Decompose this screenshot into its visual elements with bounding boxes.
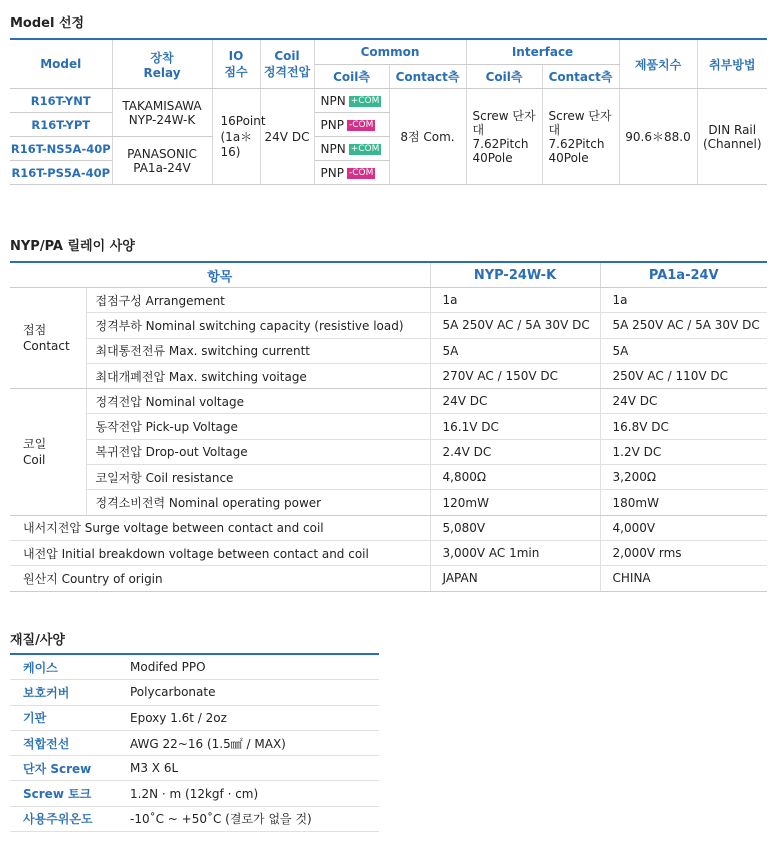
relay-takamisawa: TAKAMISAWA NYP-24W-K <box>112 89 212 137</box>
model-name: R16T-PS5A-40P <box>10 161 112 185</box>
header-pa1a: PA1a-24V <box>600 262 767 288</box>
spec-value-pa1a: 2,000V rms <box>600 540 767 565</box>
header-interface-contact: Contact측 <box>542 65 619 89</box>
group-contact: 접점 Contact <box>10 288 86 389</box>
spec-value-pa1a: 250V AC / 110V DC <box>600 363 767 388</box>
spec-value-pa1a: 24V DC <box>600 389 767 414</box>
model-selection-table <box>10 38 767 185</box>
common-contact: 8점 Com. <box>389 89 466 185</box>
spec-value-nyp: 1a <box>430 288 600 313</box>
spec-value-pa1a: 4,000V <box>600 515 767 540</box>
spec-item: 내서지전압 Surge voltage between contact and coil <box>10 515 430 540</box>
spec-item: 코일저항 Coil resistance <box>86 465 430 490</box>
header-interface-coil: Coil측 <box>466 65 542 89</box>
spec-value-nyp: 24V DC <box>430 389 600 414</box>
spec-value-nyp: JAPAN <box>430 566 600 591</box>
spec-item: 복귀전압 Drop-out Voltage <box>86 439 430 464</box>
spec-value-pa1a: CHINA <box>600 566 767 591</box>
material-value: Modifed PPO <box>120 654 379 680</box>
io-points: 16Point (1a＊16) <box>212 89 260 185</box>
model-name: R16T-YNT <box>10 89 112 113</box>
header-nyp: NYP-24W-K <box>430 262 600 288</box>
relay-spec-table <box>10 261 767 592</box>
material-key: 보호커버 <box>10 680 120 705</box>
header-common-contact: Contact측 <box>389 65 466 89</box>
spec-value-nyp: 16.1V DC <box>430 414 600 439</box>
common-coil-cell: PNP -COM <box>314 113 389 137</box>
material-key: 적합전선 <box>10 730 120 755</box>
material-spec-table <box>10 653 379 832</box>
material-key: 기판 <box>10 705 120 730</box>
material-value: 1.2N · m (12kgf · cm) <box>120 781 379 806</box>
spec-item: 접점구성 Arrangement <box>86 288 430 313</box>
common-coil-cell: PNP -COM <box>314 161 389 185</box>
spec-value-nyp: 2.4V DC <box>430 439 600 464</box>
spec-value-nyp: 270V AC / 150V DC <box>430 363 600 388</box>
spec-value-nyp: 3,000V AC 1min <box>430 540 600 565</box>
material-value: M3 X 6L <box>120 756 379 781</box>
spec-item: 정격소비전력 Nominal operating power <box>86 490 430 515</box>
com-badge: -COM <box>348 167 374 178</box>
header-common-coil: Coil측 <box>314 65 389 89</box>
relay-panasonic: PANASONIC PA1a-24V <box>112 137 212 185</box>
material-value: AWG 22~16 (1.5㎟ / MAX) <box>120 730 379 755</box>
material-key: 사용주위온도 <box>10 806 120 831</box>
spec-item: 최대통전전류 Max. switching currentt <box>86 338 430 363</box>
section-title-relay-spec: NYP/PA 릴레이 사양 <box>10 239 135 254</box>
header-model: Model <box>10 39 112 89</box>
com-badge: +COM <box>350 143 380 154</box>
material-key: Screw 토크 <box>10 781 120 806</box>
spec-value-nyp: 5,080V <box>430 515 600 540</box>
interface-contact: Screw 단자대 7.62Pitch 40Pole <box>542 89 619 185</box>
spec-item: 정격전압 Nominal voltage <box>86 389 430 414</box>
mount-method: DIN Rail (Channel) <box>697 89 767 185</box>
header-common: Common <box>314 39 466 65</box>
spec-item: 동작전압 Pick-up Voltage <box>86 414 430 439</box>
spec-value-nyp: 5A <box>430 338 600 363</box>
spec-value-pa1a: 5A <box>600 338 767 363</box>
group-coil: 코일 Coil <box>10 389 86 515</box>
spec-item: 원산지 Country of origin <box>10 566 430 591</box>
com-badge: +COM <box>350 95 380 106</box>
interface-coil: Screw 단자대 7.62Pitch 40Pole <box>466 89 542 185</box>
spec-value-pa1a: 3,200Ω <box>600 465 767 490</box>
header-interface: Interface <box>466 39 619 65</box>
spec-item: 정격부하 Nominal switching capacity (resistive load) <box>86 313 430 338</box>
spec-value-nyp: 120mW <box>430 490 600 515</box>
spec-value-pa1a: 1.2V DC <box>600 439 767 464</box>
common-coil-cell: NPN +COM <box>314 137 389 161</box>
section-title-model: Model 선정 <box>10 16 85 31</box>
header-size: 제품치수 <box>619 39 697 89</box>
header-io: IO 점수 <box>212 39 260 89</box>
spec-item: 최대개폐전압 Max. switching voitage <box>86 363 430 388</box>
header-mount: 취부방법 <box>697 39 767 89</box>
header-item: 항목 <box>10 262 430 288</box>
header-coil: Coil 정격전압 <box>260 39 314 89</box>
product-size: 90.6＊88.0 <box>619 89 697 185</box>
material-key: 케이스 <box>10 654 120 680</box>
material-value: Polycarbonate <box>120 680 379 705</box>
header-relay: 장착 Relay <box>112 39 212 89</box>
spec-value-pa1a: 16.8V DC <box>600 414 767 439</box>
material-key: 단자 Screw <box>10 756 120 781</box>
com-badge: -COM <box>348 119 374 130</box>
coil-voltage: 24V DC <box>260 89 314 185</box>
spec-value-pa1a: 5A 250V AC / 5A 30V DC <box>600 313 767 338</box>
model-name: R16T-NS5A-40P <box>10 137 112 161</box>
material-value: Epoxy 1.6t / 2oz <box>120 705 379 730</box>
spec-value-nyp: 5A 250V AC / 5A 30V DC <box>430 313 600 338</box>
spec-value-pa1a: 180mW <box>600 490 767 515</box>
model-name: R16T-YPT <box>10 113 112 137</box>
spec-value-nyp: 4,800Ω <box>430 465 600 490</box>
spec-value-pa1a: 1a <box>600 288 767 313</box>
common-coil-cell: NPN +COM <box>314 89 389 113</box>
section-title-material: 재질/사양 <box>10 633 65 648</box>
material-value: -10˚C ~ +50˚C (결로가 없을 것) <box>120 806 379 831</box>
spec-item: 내전압 Initial breakdown voltage between contact and coil <box>10 540 430 565</box>
